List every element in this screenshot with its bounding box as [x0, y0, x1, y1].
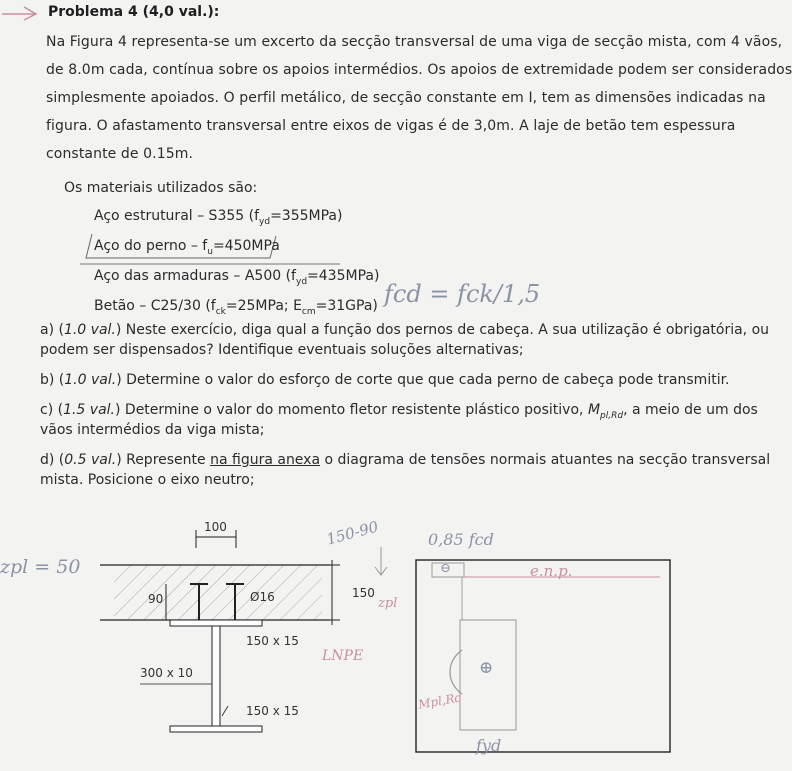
bottom-flange-label: 150 x 15 — [246, 704, 299, 718]
intro-line-5: constante de 0.15m. — [46, 146, 194, 162]
intro-line-2: de 8.0m cada, contínua sobre os apoios intermédios. Os apoios de extremidade podem ser considerados — [46, 62, 792, 78]
stud-diameter-label: Ø16 — [250, 590, 275, 604]
handwritten-dim-note: 150-90 — [324, 517, 381, 549]
intro-line-1: Na Figura 4 representa-se um excerto da secção transversal de uma viga de secção mista, com 4 vãos, — [46, 34, 783, 50]
material-rebar-steel: Aço das armaduras – A500 $(f_{yd}=435MPa)$ — [94, 268, 380, 287]
question-a-line1: a) (1.0 val.) Neste exercício, diga qual a função dos pernos de cabeça. A sua utilização é obrigatória, ou — [40, 322, 770, 338]
stress-diagram-box — [416, 560, 670, 752]
material-structural-steel: Aço estrutural – S355 $(f_{yd}=355MPa)$ — [94, 208, 343, 227]
slab-thickness-label: 150 — [352, 586, 375, 600]
handwritten-fyd: fyd — [476, 736, 502, 755]
handwritten-085fcd: 0,85 fcd — [428, 530, 494, 549]
question-c-line1: c) (1.5 val.) Determine o valor do momento fletor resistente plástico positivo, $M_{pl,Rd}$, a meio de um dos — [40, 402, 758, 421]
intro-line-4: figura. O afastamento transversal entre eixos de vigas é de 3,0m. A laje de betão tem espessura — [46, 118, 736, 134]
question-c-line2: vãos intermédios da viga mista; — [40, 422, 265, 438]
plus-sign-icon: ⊕ — [479, 658, 494, 678]
question-b: b) (1.0 val.) Determine o valor do esforço de corte que que cada perno de cabeça pode transmitir. — [40, 372, 730, 388]
handwritten-lnpe: LNPE — [322, 648, 364, 664]
handwritten-fcd: fcd = fck/1,5 — [384, 280, 541, 308]
materials-heading: Os materiais utilizados são: — [64, 180, 258, 196]
handwritten-enp: e.n.p. — [530, 562, 573, 580]
intro-line-3: simplesmente apoiados. O perfil metálico, de secção constante em I, tem as dimensões indicadas na — [46, 90, 766, 106]
question-d-line1: d) (0.5 val.) Represente na figura anexa o diagrama de tensões normais atuantes na secção transversal — [40, 452, 771, 468]
question-a-line2: podem ser dispensados? Identifique eventuais soluções alternativas; — [40, 342, 524, 358]
material-stud-steel: Aço do perno – $f_u=450MPa$ — [94, 238, 280, 257]
top-flange-label: 150 x 15 — [246, 634, 299, 648]
handwritten-zpl-right: zpl — [378, 596, 398, 611]
web — [212, 626, 220, 726]
problem-title: Problema 4 (4,0 val.): — [48, 4, 220, 20]
concrete-slab-hatch — [114, 565, 322, 620]
material-concrete: Betão – C25/30 ($f_{ck}=25MPa$; $E_{cm}=31GPa$) — [94, 298, 378, 317]
question-d-line2: mista. Posicione o eixo neutro; — [40, 472, 255, 488]
down-arrow-icon — [375, 547, 387, 575]
handwritten-zpl-left: zpl = 50 — [0, 556, 81, 578]
bottom-flange — [170, 726, 262, 732]
dim-100-label: 100 — [204, 520, 227, 534]
top-flange — [170, 620, 262, 626]
minus-sign-icon: ⊖ — [440, 561, 451, 576]
handwritten-mpl: Mpl,Rd — [417, 690, 464, 712]
dim-90-label: 90 — [148, 592, 164, 606]
web-label: 300 x 10 — [140, 666, 193, 680]
